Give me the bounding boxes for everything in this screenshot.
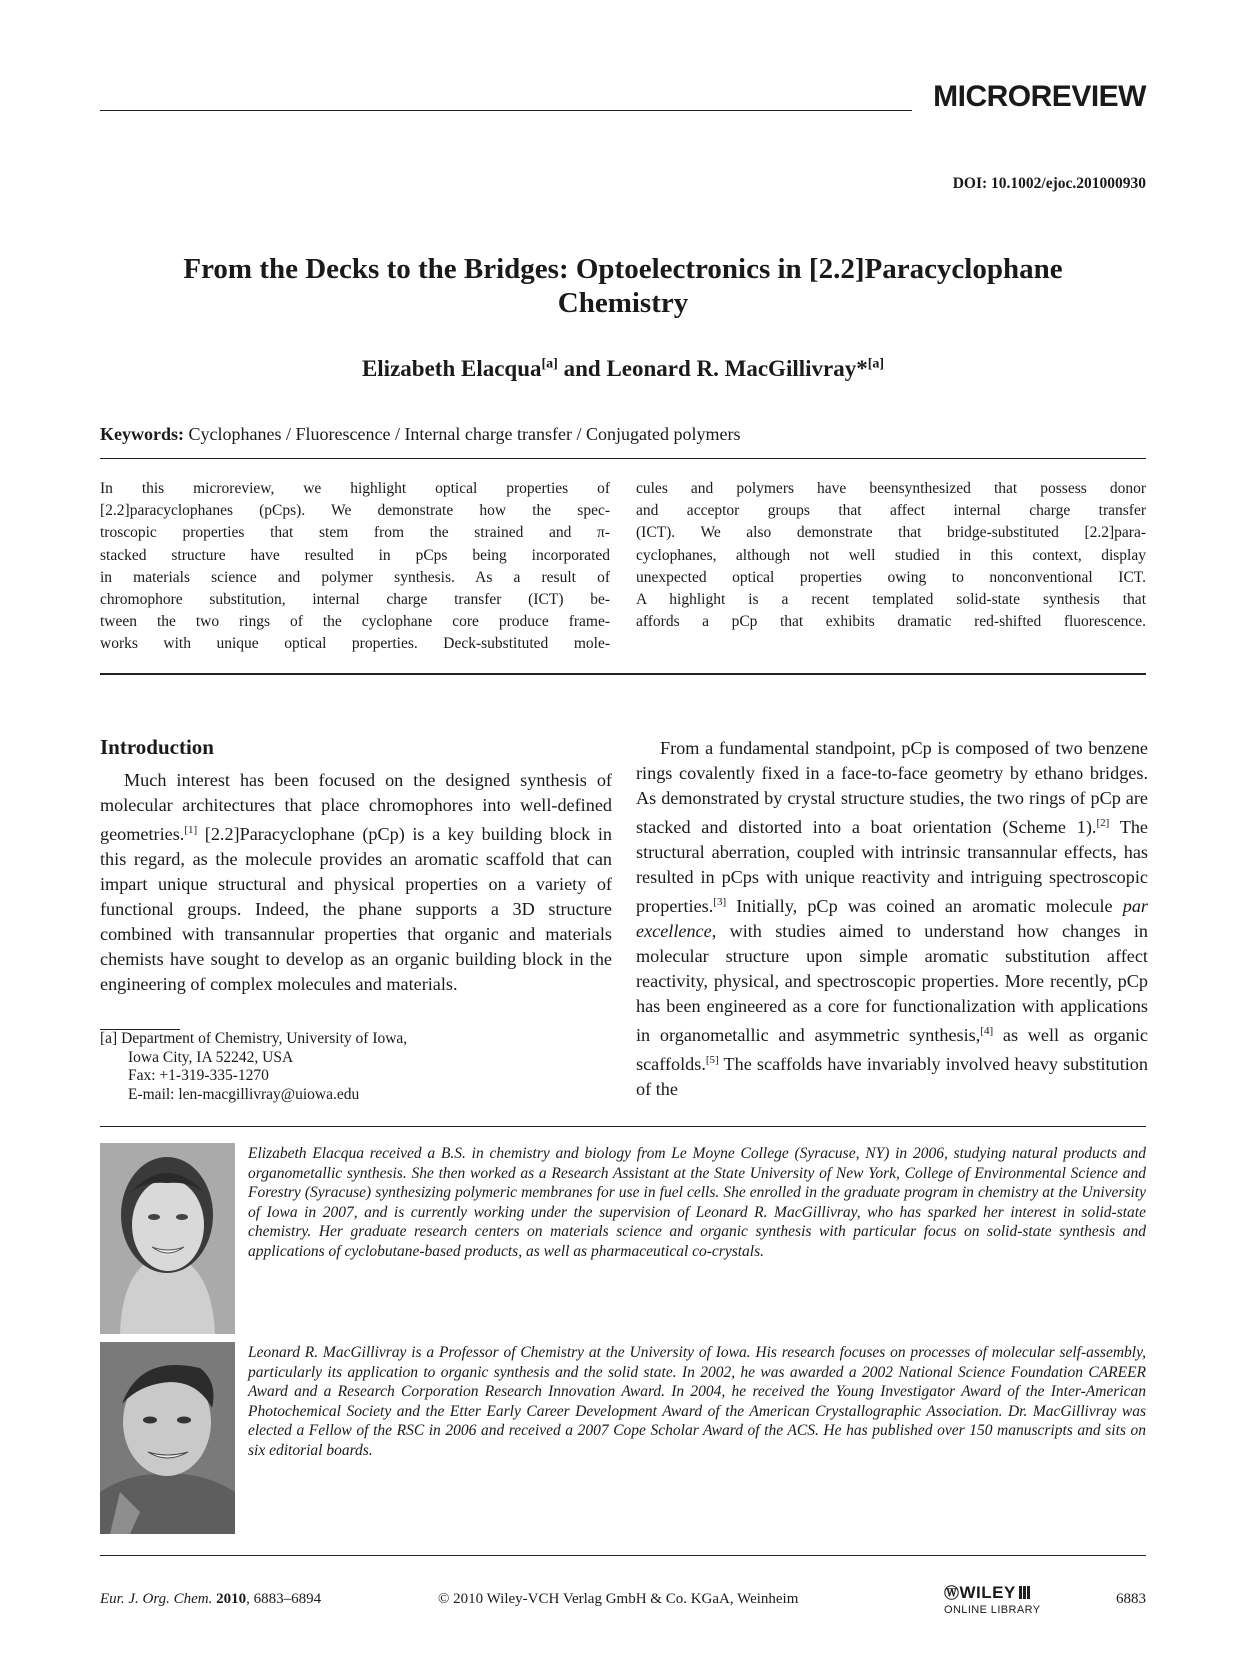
- keywords: [100, 424, 741, 445]
- intro-italic: par excellence: [636, 896, 1148, 942]
- author-photo-2: [100, 1342, 235, 1534]
- intro-text: [2.2]Paracyclophane (pCp) is a key building block in this regard, as the molecule provides an aromatic scaffold that can impart unique structural and physical properties on a variety of functional groups. Indeed, the phane supports a 3D structure combined with transannular properties that organic and materials chemists have sought to develop as an organic building block in the engineering of complex molecules and materials.: [100, 824, 612, 995]
- reference-3[interactable]: [3]: [713, 896, 727, 909]
- abstract-line: [2.2]paracyclophanes (pCps). We demonstrate how the spec-: [100, 502, 610, 520]
- copyright: © 2010 Wiley-VCH Verlag GmbH & Co. KGaA, Weinheim: [438, 1591, 799, 1607]
- wiley-mark-icon: Ⓦ: [944, 1585, 960, 1602]
- abstract-line: affords a pCp that exhibits dramatic red-shifted fluorescence.: [636, 613, 1146, 631]
- bio-top-rule: [100, 1126, 1146, 1127]
- abstract-line: chromophore substitution, internal charge transfer (ICT) be-: [100, 590, 610, 608]
- header-rule: [100, 110, 912, 111]
- keywords-text: Cyclophanes / Fluorescence / Internal charge transfer / Conjugated polymers: [184, 424, 741, 444]
- title-line-2: Chemistry: [557, 287, 689, 319]
- wiley-logo: [944, 1582, 1040, 1603]
- book-stack-icon: [1019, 1586, 1031, 1599]
- author-1[interactable]: Elizabeth Elacqua: [361, 356, 542, 381]
- abstract-line: tween the two rings of the cyclophane core produce frame-: [100, 613, 610, 631]
- intro-left-column: [100, 735, 612, 997]
- authors: [100, 356, 1146, 382]
- abstract-top-rule: [100, 458, 1146, 459]
- doi[interactable]: DOI: 10.1002/ejoc.201000930: [952, 175, 1146, 192]
- abstract-line: cyclophanes, although not well studied in this context, display: [636, 546, 1146, 564]
- footnote-email[interactable]: E-mail: len-macgillivray@uiowa.edu: [128, 1085, 360, 1103]
- title-line-1: From the Decks to the Bridges: Optoelectronics in [2.2]Paracyclophane: [183, 253, 1063, 285]
- page-number: 6883: [1116, 1591, 1146, 1607]
- intro-heading: Introduction: [100, 735, 214, 759]
- author-bio-2: Leonard R. MacGillivray is a Professor of Chemistry at the University of Iowa. His research focuses on processes of molecular self-assembly, particularly its application to organic synthesis and the solid state. In 2002, he was awarded a 2002 National Science Foundation CAREER Award and a Research Corporation Research Innovation Award. In 2004, he received the Young Investigator Award of the Inter-American Photochemical Society and the Etter Early Career Development Award of the American Crystallographic Association. Dr. MacGillivray was elected a Fellow of the RSC in 2006 and received a 2007 Cope Scholar Award of the ACS. He has published over 150 manuscripts and sits on six editorial boards.: [248, 1344, 1146, 1459]
- portrait-2-icon: [100, 1342, 235, 1534]
- journal-pages: , 6883–6894: [246, 1591, 322, 1607]
- abstract-line: unexpected optical properties owing to nonconventional ICT.: [636, 568, 1146, 586]
- abstract-left-column: [100, 478, 610, 656]
- journal-year: 2010: [216, 1591, 247, 1607]
- portrait-1-icon: [100, 1143, 235, 1334]
- footnote-line: Iowa City, IA 52242, USA: [128, 1048, 294, 1066]
- intro-text: From a fundamental standpoint, pCp is composed of two benzene rings covalently fixed in a face-to-face geometry by ethano bridges. As demonstrated by crystal structure studies, the two rings of pCp are stacked and distorted into a boat orientation (Scheme 1).: [636, 738, 1148, 838]
- intro-text: , with studies aimed to understand how changes in molecular structure upon simple aromatic substitution affect reactivity, physical, and spectroscopic properties. More recently, pCp has been engineered as a core for functionalization with applications in organometallic and asymmetric synthesis,: [636, 921, 1148, 1046]
- abstract-bottom-rule: [100, 673, 1146, 675]
- journal-name: Eur. J. Org. Chem.: [100, 1591, 213, 1607]
- abstract-line: In this microreview, we highlight optical properties of: [100, 480, 610, 497]
- reference-1[interactable]: [1]: [184, 824, 198, 836]
- reference-5[interactable]: [5]: [705, 1054, 719, 1067]
- abstract-line: in materials science and polymer synthesis. As a result of: [100, 568, 610, 586]
- reference-4[interactable]: [4]: [980, 1025, 994, 1038]
- wiley-online-library-logo[interactable]: [944, 1582, 1040, 1616]
- footnote-line: Fax: +1-319-335-1270: [128, 1067, 269, 1084]
- author-photo-1: [100, 1143, 235, 1334]
- footnote-line: Department of Chemistry, University of Iowa,: [121, 1030, 408, 1047]
- intro-text: Initially, pCp was coined an aromatic molecule: [726, 896, 1123, 917]
- intro-text: The scaffolds have invariably involved heavy substitution of the: [636, 1054, 1148, 1100]
- affiliation-footnote: [100, 1030, 407, 1104]
- intro-right-column: [636, 736, 1148, 1102]
- intro-text: The structural aberration, coupled with intrinsic transannular effects, has resulted in pCps with unique reactivity and intriguing spectroscopic properties.: [636, 817, 1148, 917]
- author-1-affiliation[interactable]: [a]: [541, 356, 558, 372]
- author-conjunction: and: [557, 356, 607, 381]
- intro-text: Much interest has been focused on the designed synthesis of molecular architectures that place chromophores into well-defined geometries.: [100, 770, 612, 845]
- abstract-line: stacked structure have resulted in pCps being incorporated: [100, 546, 610, 564]
- abstract-right-column: [636, 478, 1146, 633]
- footnote-label: [a]: [100, 1030, 118, 1047]
- abstract-line: and acceptor groups that affect internal charge transfer: [636, 502, 1146, 520]
- keywords-label: Keywords:: [100, 424, 184, 444]
- intro-paragraph-2: [636, 736, 1148, 1102]
- abstract-line: works with unique optical properties. Deck-substituted mole-: [100, 635, 610, 653]
- abstract-line: cules and polymers have beensynthesized that possess donor: [636, 480, 1146, 497]
- abstract-line: A highlight is a recent templated solid-state synthesis that: [636, 590, 1146, 608]
- author-2[interactable]: Leonard R. MacGillivray*: [606, 356, 868, 381]
- journal-citation: [100, 1591, 321, 1608]
- reference-2[interactable]: [2]: [1096, 817, 1110, 829]
- abstract-line: (ICT). We also demonstrate that bridge-substituted [2.2]para-: [636, 524, 1146, 542]
- intro-text: as well as organic scaffolds.: [636, 1025, 1148, 1075]
- online-library-label: ONLINE LIBRARY: [944, 1604, 1041, 1616]
- intro-paragraph-1: [100, 768, 612, 997]
- publisher-name: WILEY: [959, 1583, 1016, 1602]
- author-bio-1: Elizabeth Elacqua received a B.S. in chemistry and biology from Le Moyne College (Syracuse, NY) in 2006, studying natural products and organometallic synthesis. She then worked as a Research Assistant at the State University of New York, College of Environmental Science and Forestry (Syracuse) synthesizing polymeric membranes for use in fuel cells. She enrolled in the graduate program in chemistry at the University of Iowa in 2007, and is currently working under the supervision of Leonard R. MacGillivray, who has sparked her interest in solid-state chemistry. Her graduate research centers on materials science and organic synthesis with particular focus on solid-state synthesis and applications of cyclobutane-based products, as well as pharmaceutical co-crystals.: [248, 1145, 1146, 1260]
- section-label: MICROREVIEW: [933, 80, 1146, 113]
- article-title: [100, 252, 1146, 320]
- footer-rule: [100, 1555, 1146, 1556]
- author-2-affiliation[interactable]: [a]: [867, 356, 885, 372]
- abstract-line: troscopic properties that stem from the strained and π-: [100, 524, 610, 542]
